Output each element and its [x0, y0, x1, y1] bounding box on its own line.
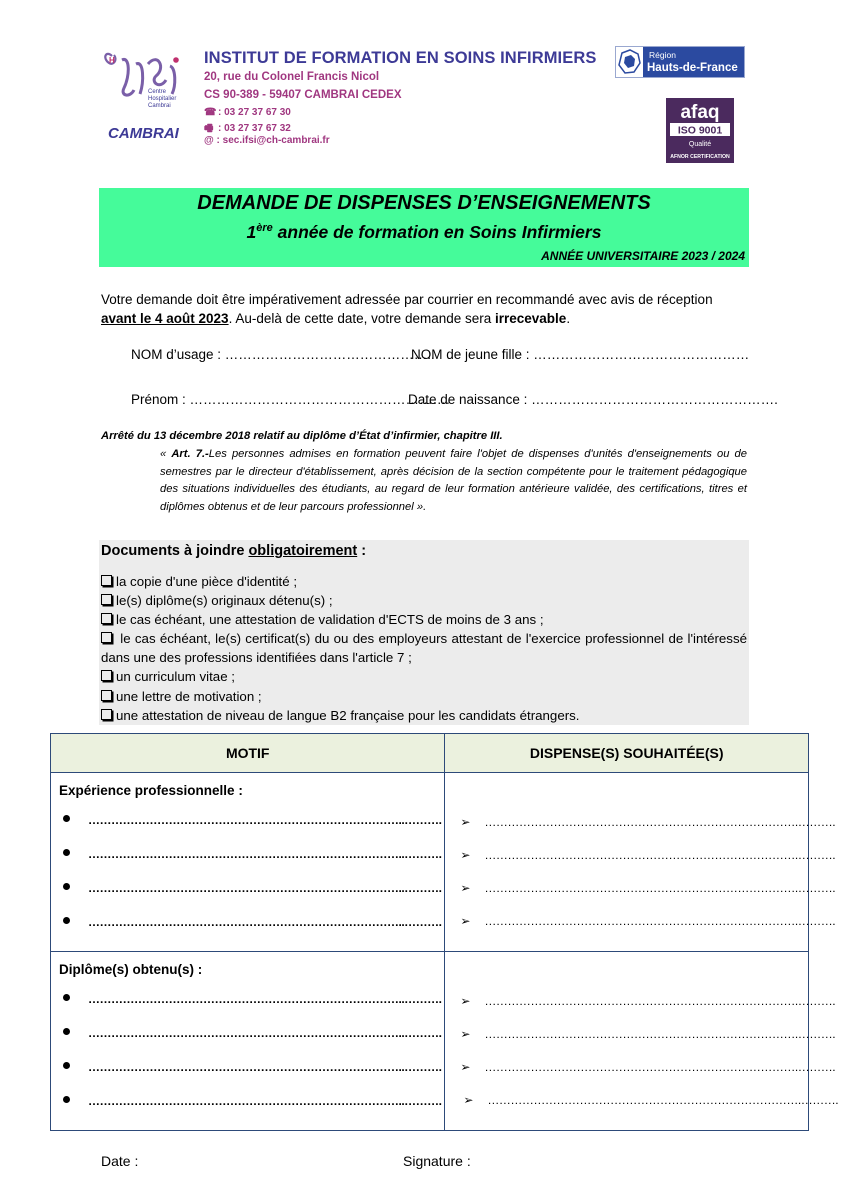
bullet-icon [63, 994, 70, 1001]
date-field[interactable]: Date : [101, 1153, 139, 1169]
section-title: Diplôme(s) obtenu(s) : [59, 962, 203, 977]
bullet-icon [63, 849, 70, 856]
bullet-icon [63, 1096, 70, 1103]
dispense-cell-diplome [445, 952, 839, 1131]
motif-line[interactable]: ………………………………………………………………………..………. [63, 915, 442, 929]
svg-text:Cambrai: Cambrai [148, 103, 171, 109]
bullet-icon [63, 1062, 70, 1069]
afaq-iso-logo [666, 98, 734, 163]
bullet-icon [63, 917, 70, 924]
svg-text:ISO 9001: ISO 9001 [677, 124, 723, 137]
document-item[interactable]: une attestation de niveau de langue B2 française pour les candidats étrangers. [101, 706, 747, 725]
svg-text:Centre: Centre [148, 89, 167, 95]
arrow-bullet-icon: ➢ [460, 914, 471, 928]
document-title: DEMANDE DE DISPENSES D’ENSEIGNEMENTS [197, 192, 651, 214]
document-item[interactable]: une lettre de motivation ; [101, 687, 747, 706]
documents-section [99, 540, 749, 725]
checkbox-icon[interactable] [101, 613, 112, 624]
dispense-line[interactable]: ➢ ……………………………………………………………………….………. [463, 1093, 839, 1107]
bullet-icon [63, 815, 70, 822]
phone-line: ☎ : 03 27 37 67 30 [204, 107, 291, 118]
dispense-line[interactable]: ➢ ……………………………………………………………………….………. [460, 1027, 836, 1041]
dispense-line[interactable]: ➢ ……………………………………………………………………….………. [460, 1060, 836, 1074]
svg-text:H: H [109, 56, 115, 65]
checkbox-icon[interactable] [101, 690, 112, 701]
bullet-icon [63, 883, 70, 890]
title-box [99, 188, 749, 267]
arrow-bullet-icon: ➢ [463, 1093, 474, 1107]
intro-paragraph: Votre demande doit être impérativement adressée par courrier en recommandé avec avis de réception avant le 4 août 2023. Au-delà de cette date, votre demande sera irrecevable. [101, 292, 713, 326]
motif-line[interactable]: ………………………………………………………………………..………. [63, 1094, 442, 1108]
nom-jeune-fille-field[interactable]: NOM de jeune fille : ………………………………………… [411, 347, 750, 362]
arrow-bullet-icon: ➢ [460, 881, 471, 895]
email-line: @ : sec.ifsi@ch-cambrai.fr [204, 135, 330, 146]
svg-text:Hospitalier: Hospitalier [148, 96, 177, 102]
motif-line[interactable]: ………………………………………………………………………..………. [63, 992, 442, 1006]
document-item[interactable]: le(s) diplôme(s) originaux détenu(s) ; [101, 591, 747, 610]
arrow-bullet-icon: ➢ [460, 1060, 471, 1074]
prenom-field[interactable]: Prénom : …………………………………………………. [131, 392, 450, 407]
fax-icon: 🖷 [204, 123, 214, 134]
academic-year: ANNÉE UNIVERSITAIRE 2023 / 2024 [541, 249, 745, 263]
column-header-motif: MOTIF [51, 734, 445, 773]
motif-line[interactable]: ………………………………………………………………………..………. [63, 847, 442, 861]
ifsi-logo [100, 46, 195, 146]
column-header-dispense: DISPENSE(S) SOUHAITÉE(S) [445, 734, 809, 773]
arrow-bullet-icon: ➢ [460, 815, 471, 829]
checkbox-icon[interactable] [101, 594, 112, 605]
nom-usage-field[interactable]: NOM d’usage : ……………………………………….. [131, 347, 435, 362]
region-big: Hauts-de-France [647, 62, 738, 74]
checkbox-icon[interactable] [101, 670, 112, 681]
deadline: avant le 4 août 2023 [101, 311, 229, 326]
motif-line[interactable]: ………………………………………………………………………..………. [63, 881, 442, 895]
motif-table [50, 733, 839, 1131]
checkbox-icon[interactable] [101, 709, 112, 720]
document-item[interactable]: le cas échéant, le(s) certificat(s) du ou des employeurs attestant de l'exercice professionnel de l'intéressé dans une des professions identifiées dans l'article 7 ; [101, 631, 747, 666]
svg-text:afaq: afaq [680, 102, 720, 123]
motif-cell-diplome [51, 952, 445, 1131]
checkbox-icon[interactable] [101, 632, 112, 643]
motif-cell-experience [51, 773, 445, 952]
dispense-line[interactable]: ➢ ……………………………………………………………………….………. [460, 815, 836, 829]
dispense-line[interactable]: ➢ ……………………………………………………………………….………. [460, 848, 836, 862]
svg-text:Qualité: Qualité [688, 141, 712, 148]
documents-title: Documents à joindre obligatoirement : [101, 543, 367, 559]
institute-name: INSTITUT DE FORMATION EN SOINS INFIRMIERS [204, 49, 597, 67]
dispense-line[interactable]: ➢ ……………………………………………………………………….………. [460, 881, 836, 895]
region-small: Région [649, 50, 676, 60]
bullet-icon [63, 1028, 70, 1035]
arrow-bullet-icon: ➢ [460, 994, 471, 1008]
motif-line[interactable]: ………………………………………………………………………..………. [63, 1026, 442, 1040]
address-line-1: 20, rue du Colonel Francis Nicol [204, 71, 380, 83]
logo-city: CAMBRAI [108, 125, 179, 142]
region-logo [615, 46, 745, 78]
date-naissance-field[interactable]: Date de naissance : ………………………………………………. [408, 392, 778, 407]
checkbox-icon[interactable] [101, 575, 112, 586]
fax-line: 🖷 : 03 27 37 67 32 [204, 121, 291, 138]
document-subtitle: 1ère année de formation en Soins Infirmiers [246, 222, 602, 242]
documents-list [101, 572, 747, 725]
arrow-bullet-icon: ➢ [460, 848, 471, 862]
dispense-cell-experience [445, 773, 836, 952]
motif-line[interactable]: ………………………………………………………………………..………. [63, 1060, 442, 1074]
signature-field[interactable]: Signature : [403, 1153, 471, 1169]
document-item[interactable]: le cas échéant, une attestation de validation d'ECTS de moins de 3 ans ; [101, 610, 747, 629]
arrete-text: « Art. 7.-Les personnes admises en formation peuvent faire l'objet de dispenses d'unités d'enseignements ou de semestres par le directeur d'établissement, après décision de la section compétente pour le traitement pédagogique des situations individuelles des étudiants, au regard de leur formation antérieure validée, des certifications, titres et diplômes obtenus et de leur parcours professionnel ». [160, 448, 747, 513]
dispense-line[interactable]: ➢ ……………………………………………………………………….………. [460, 914, 836, 928]
dispense-line[interactable]: ➢ ……………………………………………………………………….………. [460, 994, 836, 1008]
svg-text:AFNOR CERTIFICATION: AFNOR CERTIFICATION [670, 154, 730, 160]
irrecevable: irrecevable [495, 311, 567, 326]
address-line-2: CS 90-389 - 59407 CAMBRAI CEDEX [204, 89, 402, 101]
motif-line[interactable]: ………………………………………………………………………..………. [63, 813, 442, 827]
section-title: Expérience professionnelle : [59, 783, 243, 798]
document-item[interactable]: la copie d'une pièce d'identité ; [101, 572, 747, 591]
arrow-bullet-icon: ➢ [460, 1027, 471, 1041]
document-item[interactable]: un curriculum vitae ; [101, 667, 747, 686]
arrete-title: Arrêté du 13 décembre 2018 relatif au diplôme d’État d’infirmier, chapitre III. [101, 430, 503, 442]
phone-icon: ☎ [204, 107, 217, 118]
